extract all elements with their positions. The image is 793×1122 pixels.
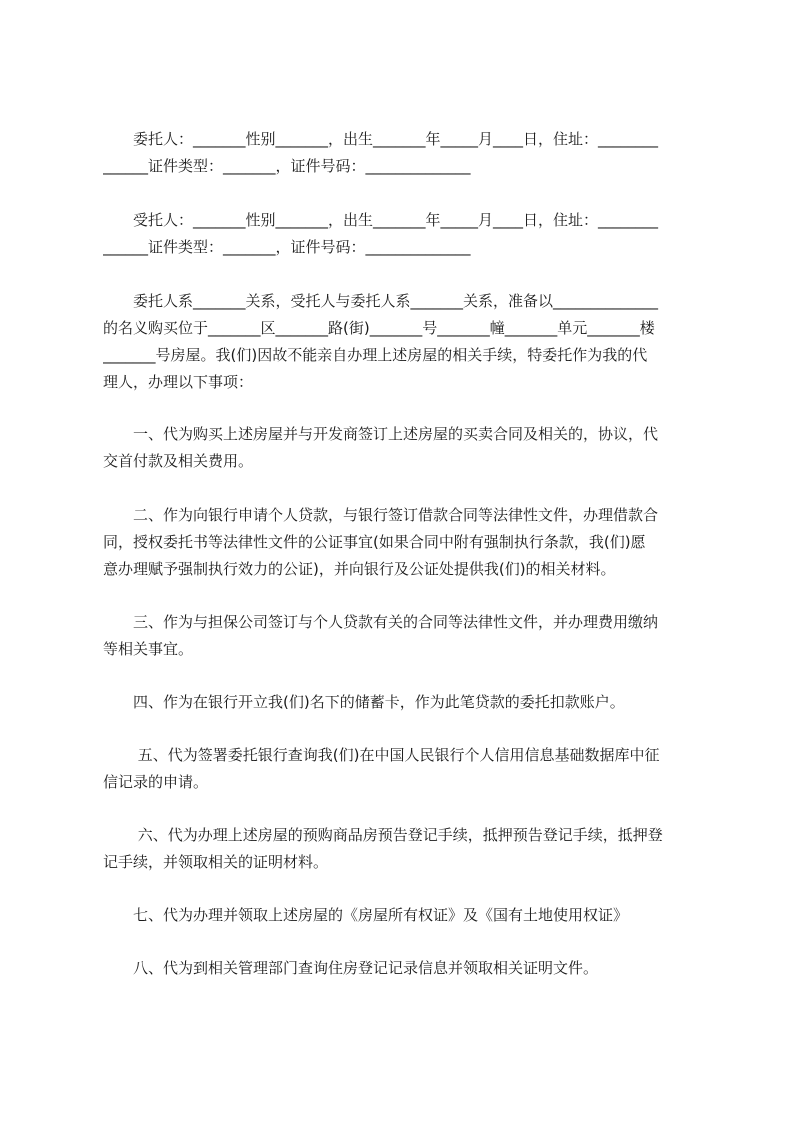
agent-line-1: 受托人：_______性别_______，出生_______年_____月____日，住址：________ bbox=[103, 211, 659, 229]
item-1-line-1: 一、代为购买上述房屋并与开发商签订上述房屋的买卖合同及相关的，协议，代 bbox=[103, 425, 659, 443]
item-4-paragraph bbox=[103, 689, 703, 716]
item-7-line-1: 七、代为办理并领取上述房屋的《房屋所有权证》及《国有土地使用权证》 bbox=[103, 906, 629, 924]
item-2-line-2: 同，授权委托书等法律性文件的公证事宜(如果合同中附有强制执行条款，我(们)愿 bbox=[103, 533, 646, 551]
item-2-line-1: 二、作为向银行申请个人贷款，与银行签订借款合同等法律性文件，办理借款合 bbox=[103, 506, 659, 524]
item-2-paragraph bbox=[103, 502, 703, 583]
item-8-paragraph bbox=[103, 955, 703, 982]
purpose-paragraph bbox=[103, 288, 703, 396]
principal-line-1: 委托人：_______性别_______，出生_______年_____月____日，住址：________ bbox=[103, 130, 659, 148]
item-2-line-3: 意办理赋予强制执行效力的公证)，并向银行及公证处提供我(们)的相关材料。 bbox=[103, 560, 616, 578]
item-5-line-1: 五、代为签署委托银行查询我(们)在中国人民银行个人信用信息基础数据库中征 bbox=[103, 746, 660, 764]
item-3-line-1: 三、作为与担保公司签订与个人贷款有关的合同等法律性文件，并办理费用缴纳 bbox=[103, 613, 659, 631]
principal-paragraph bbox=[103, 126, 703, 180]
purpose-line-1: 委托人系_______关系，受托人与委托人系_______关系，准备以______________ bbox=[103, 292, 659, 310]
purpose-line-4: 理人，办理以下事项： bbox=[103, 373, 254, 391]
item-7-paragraph bbox=[103, 902, 703, 929]
item-6-paragraph bbox=[103, 822, 703, 876]
agent-line-2: ______证件类型：_______，证件号码：______________ bbox=[103, 238, 471, 256]
item-5-paragraph bbox=[103, 742, 703, 796]
item-4-line-1: 四、作为在银行开立我(们)名下的储蓄卡，作为此笔贷款的委托扣款账户。 bbox=[103, 693, 625, 711]
purpose-line-3: _______号房屋。我(们)因故不能亲自办理上述房屋的相关手续，特委托作为我的代 bbox=[103, 346, 648, 364]
agent-paragraph bbox=[103, 207, 703, 261]
item-6-line-1: 六、代为办理上述房屋的预购商品房预告登记手续，抵押预告登记手续，抵押登 bbox=[103, 826, 663, 844]
item-8-line-1: 八、代为到相关管理部门查询住房登记记录信息并领取相关证明文件。 bbox=[103, 959, 599, 977]
item-6-line-2: 记手续，并领取相关的证明材料。 bbox=[103, 853, 329, 871]
principal-line-2: ______证件类型：_______，证件号码：______________ bbox=[103, 157, 471, 175]
item-3-paragraph bbox=[103, 609, 703, 663]
item-5-line-2: 信记录的申请。 bbox=[103, 773, 209, 791]
item-1-paragraph bbox=[103, 421, 703, 475]
item-3-line-2: 等相关事宜。 bbox=[103, 640, 194, 658]
purpose-line-2: 的名义购买位于_______区_______路(街)_______号_______幢_______单元_______楼 bbox=[103, 319, 655, 337]
item-1-line-2: 交首付款及相关费用。 bbox=[103, 452, 254, 470]
